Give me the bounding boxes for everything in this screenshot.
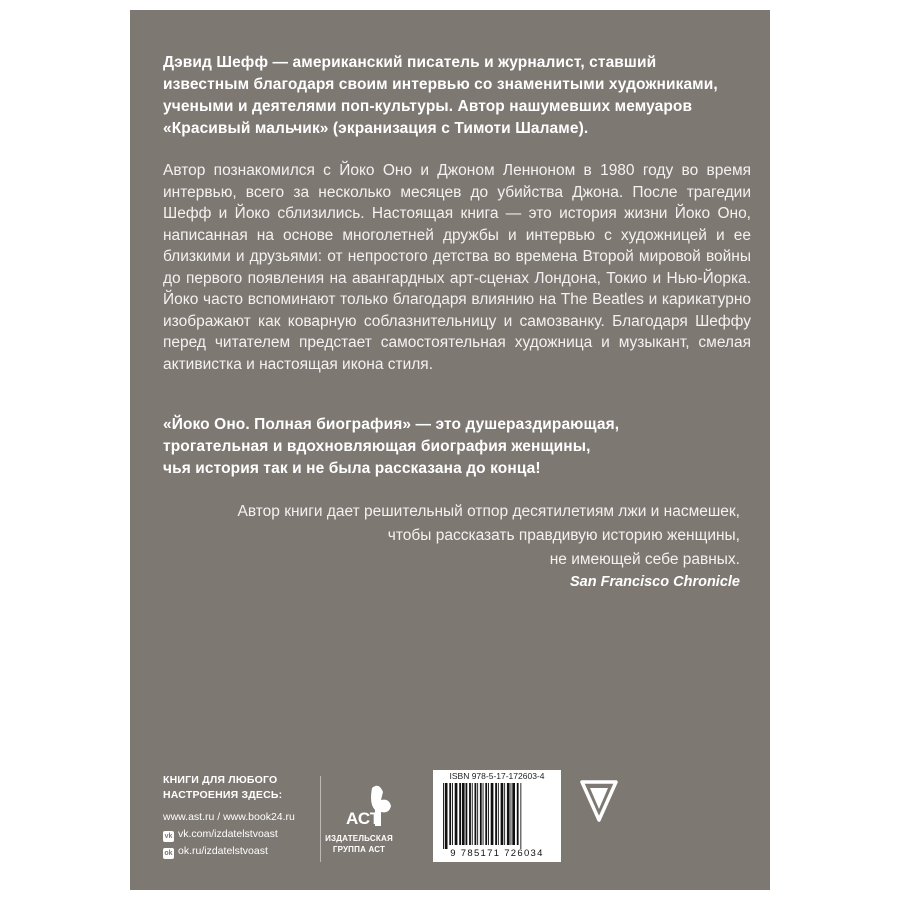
barcode-bar	[512, 783, 515, 845]
barcode-bar	[520, 783, 521, 849]
book-back-cover	[130, 10, 770, 890]
barcode-bar	[459, 783, 461, 845]
v-logo-icon	[578, 778, 620, 824]
barcode-bar	[501, 783, 504, 845]
quote-line: чтобы рассказать правдивую историю женщины,	[387, 527, 740, 544]
barcode-bar	[477, 783, 478, 845]
isbn-number: ISBN 978-5-17-172603-4	[449, 771, 545, 781]
barcode-bar	[449, 783, 451, 845]
author-bio-line: «Красивый мальчик» (экранизация с Тимоти Шаламе).	[163, 120, 589, 137]
barcode-bar	[475, 783, 477, 845]
barcode-bar	[491, 783, 494, 845]
vk-link-text: vk.com/izdatelstvoast	[178, 828, 278, 840]
vk-icon: vk	[164, 833, 173, 840]
barcode-panel	[433, 770, 561, 862]
promo-title-line: КНИГИ ДЛЯ ЛЮБОГО	[163, 774, 278, 786]
barcode-bar	[498, 783, 499, 845]
quote-source: San Francisco Chronicle	[569, 574, 740, 590]
tagline-line: трогательная и вдохновляющая биография женщины,	[163, 438, 591, 455]
tagline-line: чья история так и не была рассказана до конца!	[163, 460, 541, 477]
barcode-bar	[469, 783, 471, 845]
quote-line: Автор книги дает решительный отпор десятилетиям лжи и насмешек,	[237, 503, 740, 520]
barcode-bar	[480, 783, 482, 845]
barcode-bar	[517, 783, 519, 845]
publisher-name	[319, 833, 399, 855]
promo-title	[163, 773, 282, 803]
ok-icon: ok	[164, 850, 173, 857]
barcode-bar	[462, 783, 465, 845]
barcode-bar	[485, 783, 487, 845]
barcode-bar	[483, 783, 484, 845]
barcode-bar	[507, 783, 510, 845]
barcode-bar	[452, 783, 453, 845]
barcode-bar	[511, 783, 512, 845]
quote-line: не имеющей себе равных.	[549, 551, 740, 568]
barcode-bar	[472, 783, 473, 845]
barcode-bar	[488, 783, 489, 845]
website-link[interactable]: www.ast.ru / www.book24.ru	[163, 811, 295, 823]
ast-logo-icon	[345, 784, 395, 830]
promo-title-line: НАСТРОЕНИЯ ЗДЕСЬ:	[163, 789, 283, 801]
logo-text: АСТ	[346, 809, 381, 828]
author-bio-line: учеными и деятелями поп-культуры. Автор нашумевших мемуаров	[163, 98, 693, 115]
barcode-bar	[495, 783, 497, 845]
barcode-bar	[445, 783, 448, 849]
barcode-bar	[466, 783, 468, 845]
author-bio-line: Дэвид Шефф — американский писатель и журналист, ставший	[163, 54, 657, 71]
tagline-line: «Йоко Оно. Полная биография» — это душераздирающая,	[163, 416, 620, 433]
ok-link[interactable]	[163, 844, 268, 859]
barcode-bar	[455, 783, 458, 845]
barcode-bar	[504, 783, 505, 845]
publisher-name-line: ГРУППА АСТ	[332, 845, 386, 854]
ok-link-text: ok.ru/izdatelstvoast	[178, 845, 268, 857]
author-bio-line: известным благодаря своим интервью со знаменитыми художниками,	[163, 76, 718, 93]
barcode-digits: 9 785171 726034	[450, 848, 544, 859]
publisher-name-line: ИЗДАТЕЛЬСКАЯ	[325, 834, 393, 843]
barcode-bar	[443, 783, 444, 849]
vk-link[interactable]	[163, 827, 278, 842]
book-description: Автор познакомился с Йоко Оно и Джоном Ленноном в 1980 году во время интервью, всего за несколько месяцев до убийства Джона. После трагедии Шефф и Йоко сблизились. Настоящая книга — это история жизни Йоко Оно, написанная на основе многолетней дружбы и интервью с художницей и ее близкими и друзьями: от непростого детства во времена Второй мировой войны до первого появления на авангардных арт-сценах Лондона, Токио и Нью-Йорка. Йоко часто вспоминают только благодаря влиянию на The Beatles и карикатурно изображают как коварную соблазнительницу и самозванку. Благодаря Шеффу перед читателем предстает самостоятельная художница и музыкант, смелая активистка и настоящая икона стиля.	[163, 162, 751, 373]
